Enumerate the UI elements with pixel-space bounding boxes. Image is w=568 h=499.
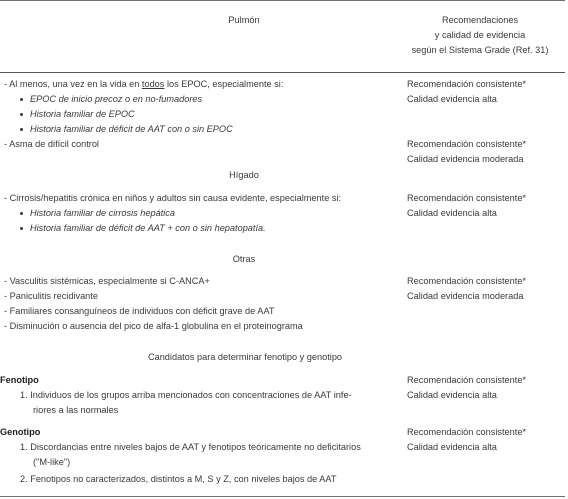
liver-sub-item: Historia familiar de cirrosis hepática [30,208,176,218]
genotipo-label: Genotipo [0,427,41,437]
lung-item-asthma: - Asma de difícil control [4,139,99,149]
table-bottom-rule [0,496,565,497]
fenotipo-label: Fenotipo [0,375,39,385]
header-rec-line3: según el Sistema Grade (Ref. 31) [411,45,549,55]
fenotipo-item-cont: riores a las normales [33,405,119,415]
lung-item-epoc: - Al menos, una vez en la vida en todos los EPOC, especialmente si: [4,79,284,89]
table-top-rule [0,0,565,1]
lung-rec2-line1: Recomendación consistente* [407,139,526,149]
lung-sub-item: EPOC de inicio precoz o en no-fumadores [30,94,203,104]
liver-title: Hígado [229,170,259,180]
bullet-icon [20,113,23,116]
genotipo-rec-line2: Calidad evidencia alta [407,442,497,452]
lung-sub-item: Historia familiar de EPOC [30,109,135,119]
liver-rec-line1: Recomendación consistente* [407,193,526,203]
header-rec-line2: y calidad de evidencia [434,30,526,40]
others-item: - Vasculitis sistémicas, especialmente si C-ANCA+ [4,276,210,286]
others-rec-line2: Calidad evidencia moderada [407,291,524,301]
lung-rec2-line2: Calidad evidencia moderada [407,154,524,164]
header-lung: Pulmón [228,15,260,25]
lung-rec1-line2: Calidad evidencia alta [407,94,497,104]
genotipo-item-cont: ("M-like") [33,457,71,467]
candidates-title: Candidatos para determinar fenotipo y genotipo [147,352,343,362]
bullet-icon [20,212,23,215]
header-rec-line1: Recomendaciones [441,15,519,25]
liver-sub-item: Historia familiar de déficit de AAT + con o sin hepatopatía. [30,223,266,233]
bullet-icon [20,128,23,131]
genotipo-item: 2. Fenotipos no caracterizados, distintos a M, S y Z, con niveles bajos de AAT [20,474,337,484]
genotipo-item: 1. Discordancias entre niveles bajos de AAT y fenotipos teóricamente no deficitarios [20,442,361,452]
lung-sub-item: Historia familiar de déficit de AAT con o sin EPOC [30,124,233,134]
bullet-icon [20,227,23,230]
genotipo-rec-line1: Recomendación consistente* [407,427,526,437]
others-title: Otras [232,254,256,264]
liver-rec-line2: Calidad evidencia alta [407,208,497,218]
fenotipo-rec-line1: Recomendación consistente* [407,375,526,385]
others-rec-line1: Recomendación consistente* [407,276,526,286]
others-item: - Familiares consanguíneos de individuos con déficit grave de AAT [4,306,275,316]
liver-item-cirrhosis: - Cirrosis/hepatitis crónica en niños y adultos sin causa evidente, especialmente si: [4,193,342,203]
others-item: - Disminución o ausencia del pico de alfa-1 globulina en el proteinograma [4,321,303,331]
fenotipo-item: 1. Individuos de los grupos arriba mencionados con concentraciones de AAT infe- [20,390,352,400]
others-item: - Paniculitis recidivante [4,291,98,301]
lung-rec1-line1: Recomendación consistente* [407,79,526,89]
bullet-icon [20,98,23,101]
header-rule [0,72,565,73]
fenotipo-rec-line2: Calidad evidencia alta [407,390,497,400]
